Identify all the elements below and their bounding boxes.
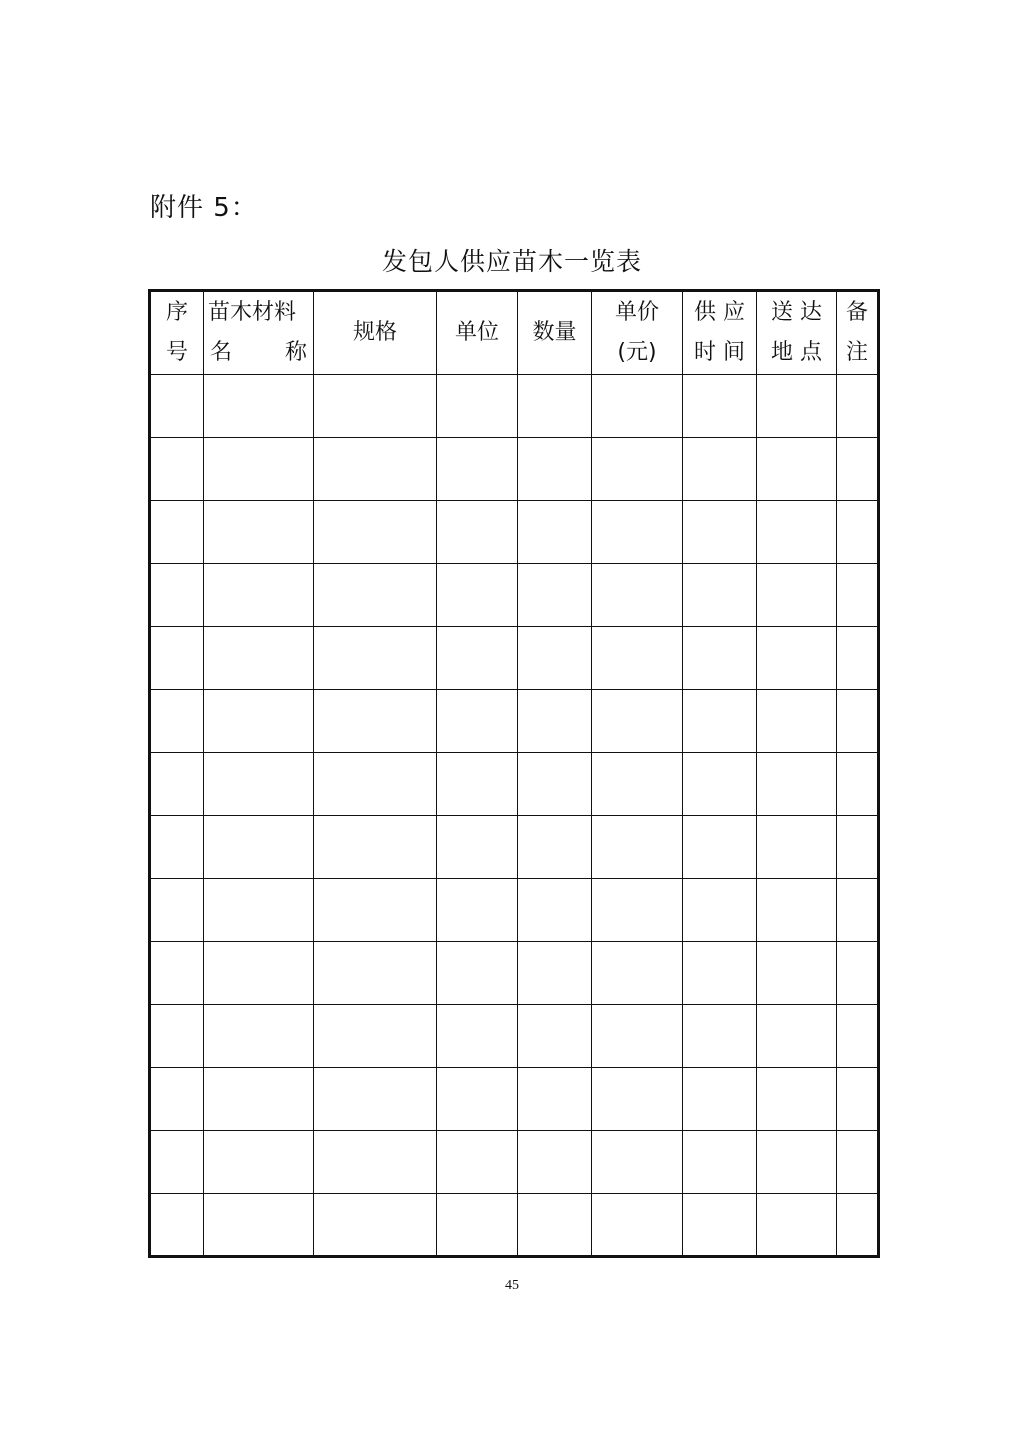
table-cell[interactable] bbox=[837, 627, 879, 690]
table-row bbox=[150, 1194, 879, 1257]
table-cell[interactable] bbox=[314, 564, 437, 627]
table-row bbox=[150, 501, 879, 564]
table-cell[interactable] bbox=[837, 501, 879, 564]
table-cell[interactable] bbox=[518, 942, 592, 1005]
table-cell[interactable] bbox=[757, 1194, 837, 1257]
table-cell[interactable] bbox=[837, 816, 879, 879]
table-cell[interactable] bbox=[757, 1131, 837, 1194]
table-cell[interactable] bbox=[314, 1194, 437, 1257]
table-cell[interactable] bbox=[683, 879, 757, 942]
table-row bbox=[150, 753, 879, 816]
table-cell[interactable] bbox=[204, 1005, 314, 1068]
table-cell[interactable] bbox=[683, 942, 757, 1005]
table-cell[interactable] bbox=[518, 501, 592, 564]
table-header-row bbox=[150, 291, 879, 375]
header-name-char-2: 称 bbox=[284, 340, 307, 365]
table-cell[interactable] bbox=[757, 942, 837, 1005]
header-line: 备 bbox=[845, 300, 868, 325]
table-cell[interactable] bbox=[592, 438, 683, 501]
table-cell[interactable] bbox=[683, 501, 757, 564]
table-cell[interactable] bbox=[592, 375, 683, 438]
table-cell[interactable] bbox=[150, 627, 204, 690]
table-cell[interactable] bbox=[837, 1194, 879, 1257]
table-row bbox=[150, 1005, 879, 1068]
table-cell[interactable] bbox=[150, 690, 204, 753]
table-cell[interactable] bbox=[837, 753, 879, 816]
table-cell[interactable] bbox=[518, 627, 592, 690]
header-specification bbox=[314, 291, 437, 375]
header-serial-number bbox=[150, 291, 204, 375]
table-cell[interactable] bbox=[204, 690, 314, 753]
table-cell[interactable] bbox=[437, 501, 518, 564]
table-cell[interactable] bbox=[518, 816, 592, 879]
table-cell[interactable] bbox=[683, 690, 757, 753]
table-cell[interactable] bbox=[683, 627, 757, 690]
header-unit-price bbox=[592, 291, 683, 375]
table-cell[interactable] bbox=[592, 1005, 683, 1068]
table-cell[interactable] bbox=[150, 816, 204, 879]
table-cell[interactable] bbox=[683, 1131, 757, 1194]
table-cell[interactable] bbox=[518, 1068, 592, 1131]
table-cell[interactable] bbox=[437, 879, 518, 942]
table-cell[interactable] bbox=[314, 438, 437, 501]
table-cell[interactable] bbox=[592, 690, 683, 753]
table-cell[interactable] bbox=[518, 564, 592, 627]
table-cell[interactable] bbox=[592, 879, 683, 942]
table-cell[interactable] bbox=[437, 375, 518, 438]
table-row bbox=[150, 564, 879, 627]
table-cell[interactable] bbox=[757, 753, 837, 816]
table-cell[interactable] bbox=[837, 879, 879, 942]
table-row bbox=[150, 438, 879, 501]
table-cell[interactable] bbox=[683, 1194, 757, 1257]
header-line-split bbox=[204, 333, 313, 373]
table-cell[interactable] bbox=[837, 1005, 879, 1068]
table-row bbox=[150, 942, 879, 1005]
table-row bbox=[150, 690, 879, 753]
header-delivery-location bbox=[757, 291, 837, 375]
header-line: 供 应 bbox=[694, 300, 745, 325]
table-cell[interactable] bbox=[757, 438, 837, 501]
table-cell[interactable] bbox=[837, 1131, 879, 1194]
table-cell[interactable] bbox=[683, 438, 757, 501]
header-line: 序 bbox=[165, 300, 188, 325]
table-cell[interactable] bbox=[150, 1005, 204, 1068]
table-cell[interactable] bbox=[437, 627, 518, 690]
table-cell[interactable] bbox=[757, 627, 837, 690]
table-cell[interactable] bbox=[314, 879, 437, 942]
header-line: 注 bbox=[845, 340, 868, 365]
header-line: 号 bbox=[165, 340, 188, 365]
table-cell[interactable] bbox=[518, 690, 592, 753]
table-cell[interactable] bbox=[204, 879, 314, 942]
table-cell[interactable] bbox=[314, 753, 437, 816]
header-material-name bbox=[204, 291, 314, 375]
table-cell[interactable] bbox=[592, 1194, 683, 1257]
header-line: 单价 bbox=[614, 300, 659, 325]
table-cell[interactable] bbox=[683, 375, 757, 438]
table-cell[interactable] bbox=[683, 564, 757, 627]
table-cell[interactable] bbox=[518, 1005, 592, 1068]
table-cell[interactable] bbox=[314, 1131, 437, 1194]
table-cell[interactable] bbox=[150, 501, 204, 564]
table-cell[interactable] bbox=[150, 375, 204, 438]
table-cell[interactable] bbox=[150, 942, 204, 1005]
table-cell[interactable] bbox=[204, 753, 314, 816]
table-cell[interactable] bbox=[150, 1194, 204, 1257]
table-cell[interactable] bbox=[518, 375, 592, 438]
page-number: 45 bbox=[505, 1278, 519, 1293]
table-cell[interactable] bbox=[437, 1005, 518, 1068]
table-cell[interactable] bbox=[757, 564, 837, 627]
table-cell[interactable] bbox=[518, 879, 592, 942]
table-cell[interactable] bbox=[592, 942, 683, 1005]
table-cell[interactable] bbox=[683, 1005, 757, 1068]
table-cell[interactable] bbox=[518, 753, 592, 816]
table-cell[interactable] bbox=[314, 375, 437, 438]
table-cell[interactable] bbox=[150, 879, 204, 942]
table-cell[interactable] bbox=[314, 1068, 437, 1131]
table-cell[interactable] bbox=[204, 501, 314, 564]
table-cell[interactable] bbox=[314, 501, 437, 564]
table-cell[interactable] bbox=[204, 375, 314, 438]
table-cell[interactable] bbox=[204, 1068, 314, 1131]
table-cell[interactable] bbox=[518, 1131, 592, 1194]
header-name-char-1: 名 bbox=[210, 340, 233, 365]
table-cell[interactable] bbox=[757, 1068, 837, 1131]
table-cell[interactable] bbox=[518, 1194, 592, 1257]
table-cell[interactable] bbox=[204, 438, 314, 501]
table-row bbox=[150, 1131, 879, 1194]
table-cell[interactable] bbox=[314, 816, 437, 879]
table-cell[interactable] bbox=[150, 1068, 204, 1131]
table-cell[interactable] bbox=[592, 1131, 683, 1194]
table-cell[interactable] bbox=[437, 942, 518, 1005]
table-cell[interactable] bbox=[592, 816, 683, 879]
table-row bbox=[150, 879, 879, 942]
header-line: (元) bbox=[617, 340, 657, 365]
table-cell[interactable] bbox=[757, 375, 837, 438]
header-supply-time bbox=[683, 291, 757, 375]
table-cell[interactable] bbox=[204, 816, 314, 879]
table-cell[interactable] bbox=[837, 942, 879, 1005]
table-cell[interactable] bbox=[683, 816, 757, 879]
header-line: 地 点 bbox=[771, 340, 822, 365]
table-cell[interactable] bbox=[757, 879, 837, 942]
table-cell[interactable] bbox=[204, 627, 314, 690]
table-cell[interactable] bbox=[437, 1131, 518, 1194]
table-cell[interactable] bbox=[150, 564, 204, 627]
table-cell[interactable] bbox=[204, 942, 314, 1005]
table-cell[interactable] bbox=[437, 1068, 518, 1131]
header-remarks bbox=[837, 291, 879, 375]
table-cell[interactable] bbox=[592, 564, 683, 627]
table-cell[interactable] bbox=[592, 627, 683, 690]
attachment-label: 附件 5： bbox=[150, 193, 258, 223]
header-unit bbox=[437, 291, 518, 375]
table-cell[interactable] bbox=[837, 438, 879, 501]
table-cell[interactable] bbox=[837, 690, 879, 753]
supply-table bbox=[148, 289, 880, 1258]
table-cell[interactable] bbox=[150, 1131, 204, 1194]
table-cell[interactable] bbox=[837, 1068, 879, 1131]
table-cell[interactable] bbox=[592, 1068, 683, 1131]
table-row bbox=[150, 816, 879, 879]
table-row bbox=[150, 375, 879, 438]
table-cell[interactable] bbox=[314, 627, 437, 690]
table-cell[interactable] bbox=[314, 690, 437, 753]
table-cell[interactable] bbox=[314, 1005, 437, 1068]
table-cell[interactable] bbox=[757, 816, 837, 879]
table-cell[interactable] bbox=[683, 1068, 757, 1131]
header-line: 送 达 bbox=[771, 300, 822, 325]
table-cell[interactable] bbox=[204, 1131, 314, 1194]
header-line: 时 间 bbox=[694, 340, 745, 365]
table-cell[interactable] bbox=[683, 753, 757, 816]
table-cell[interactable] bbox=[437, 438, 518, 501]
table-cell[interactable] bbox=[437, 753, 518, 816]
table-row bbox=[150, 627, 879, 690]
table-cell[interactable] bbox=[437, 816, 518, 879]
table-cell[interactable] bbox=[592, 753, 683, 816]
table-body bbox=[150, 375, 879, 1257]
table-cell[interactable] bbox=[837, 375, 879, 438]
table-cell[interactable] bbox=[757, 690, 837, 753]
header-line: 数量 bbox=[532, 320, 577, 345]
table-cell[interactable] bbox=[837, 564, 879, 627]
document-title: 发包人供应苗木一览表 bbox=[381, 247, 642, 276]
table-cell[interactable] bbox=[757, 1005, 837, 1068]
table-cell[interactable] bbox=[437, 1194, 518, 1257]
header-line: 规格 bbox=[352, 320, 397, 345]
table-cell[interactable] bbox=[518, 438, 592, 501]
table-cell[interactable] bbox=[592, 501, 683, 564]
header-line: 苗木材料 bbox=[208, 300, 297, 325]
table-cell[interactable] bbox=[314, 942, 437, 1005]
header-line: 单位 bbox=[454, 320, 499, 345]
table-cell[interactable] bbox=[204, 1194, 314, 1257]
table-cell[interactable] bbox=[757, 501, 837, 564]
table-cell[interactable] bbox=[437, 690, 518, 753]
table-row bbox=[150, 1068, 879, 1131]
table-cell[interactable] bbox=[150, 753, 204, 816]
table-cell[interactable] bbox=[437, 564, 518, 627]
header-quantity bbox=[518, 291, 592, 375]
table-cell[interactable] bbox=[150, 438, 204, 501]
table-cell[interactable] bbox=[204, 564, 314, 627]
